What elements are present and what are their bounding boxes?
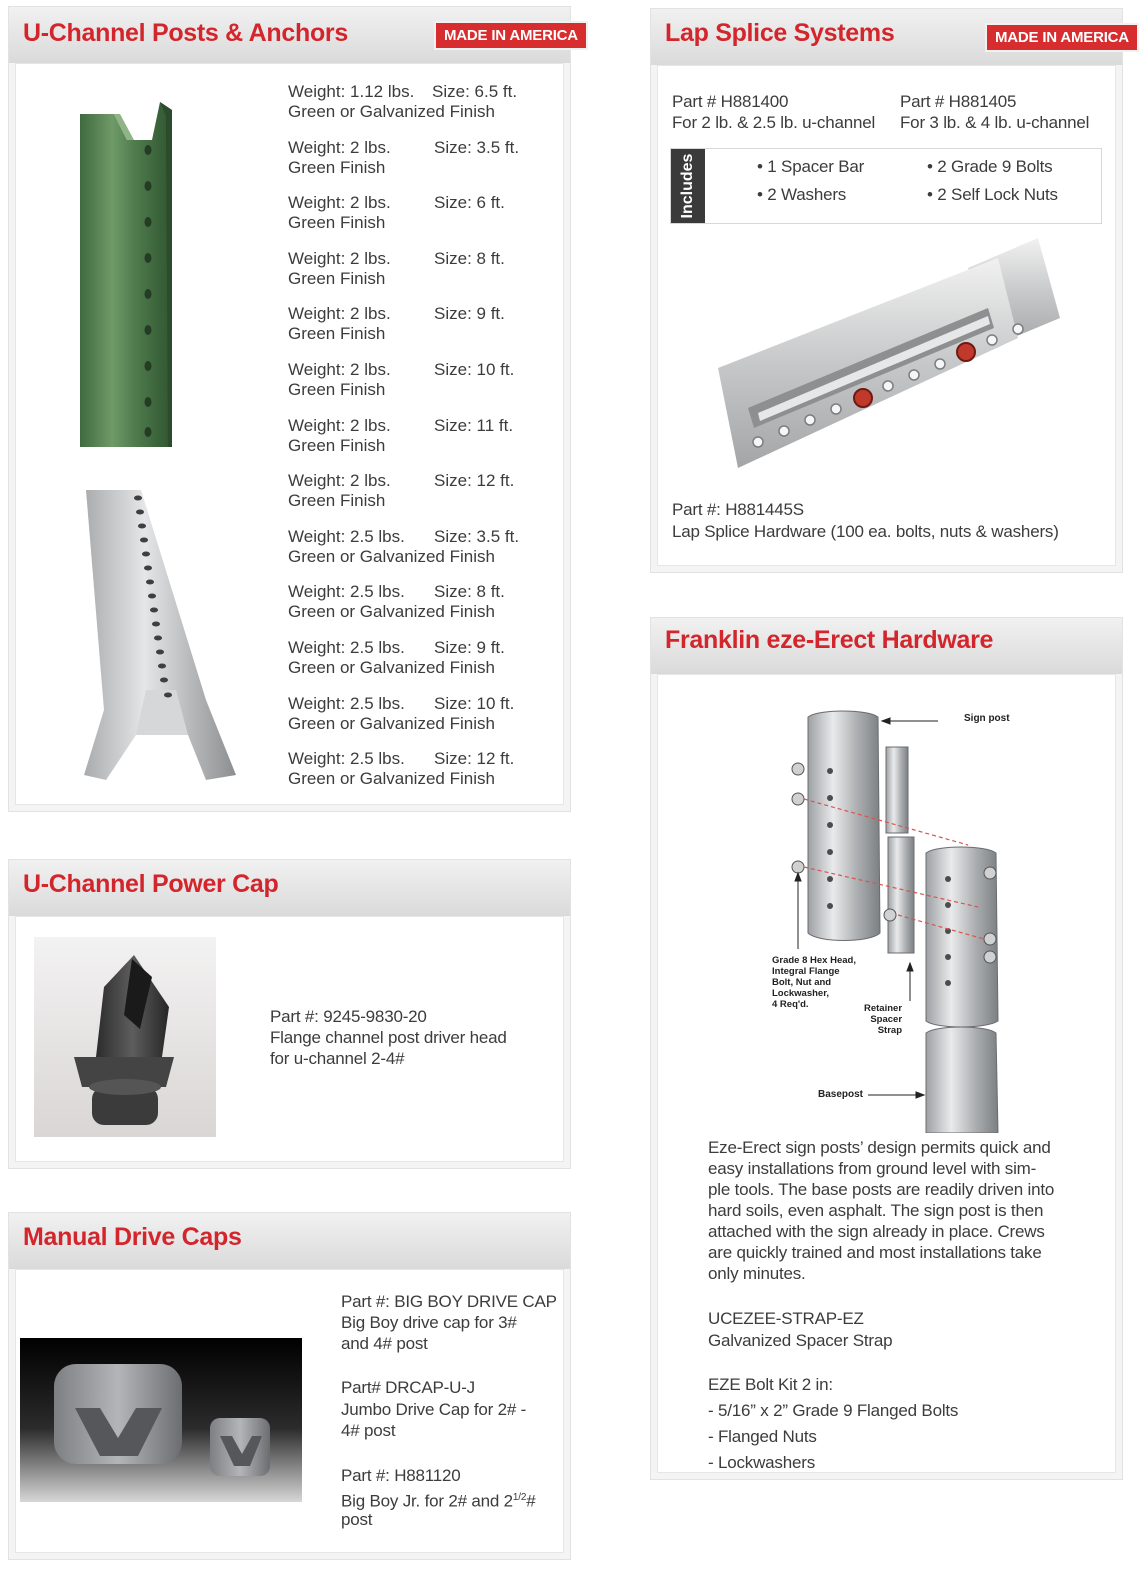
jumbo-part: Part# DRCAP-U-J: [341, 1378, 475, 1397]
post-size: Size: 10 ft.: [434, 360, 515, 379]
post-size-row: [288, 360, 515, 400]
drivecaps-title: Manual Drive Caps: [23, 1223, 242, 1251]
eze-description-line: ple tools. The base posts are readily driven into: [708, 1180, 1055, 1199]
bigboyjr-desc-sup: 1/2: [512, 1492, 527, 1503]
eze-erect-diagram: [758, 703, 1048, 1133]
bigboy-part: Part #: BIG BOY DRIVE CAP: [341, 1292, 557, 1311]
galvanized-u-channel-post-image: [76, 490, 246, 780]
post-size: Size: 6.5 ft.: [432, 82, 518, 101]
post-weight: Weight: 2.5 lbs.: [288, 638, 405, 657]
post-size-row: [288, 471, 515, 511]
lap-title: Lap Splice Systems: [665, 19, 895, 47]
post-weight: Weight: 2.5 lbs.: [288, 693, 405, 713]
post-weight: Weight: 2.5 lbs.: [288, 749, 405, 769]
eze-body: [657, 674, 1116, 1473]
powercap-part: Part #: 9245-9830-20: [270, 1007, 427, 1026]
retainer-callout-line: Retainer: [864, 1003, 903, 1014]
post-finish: Green Finish: [288, 324, 386, 344]
green-u-channel-post-image: [72, 102, 182, 447]
post-weight: Weight: 2.5 lbs.: [288, 582, 405, 602]
strap-desc: Galvanized Spacer Strap: [708, 1331, 893, 1350]
post-finish: Green or Galvanized Finish: [288, 769, 495, 789]
eze-description-line: attached with the sign already in place. Crews: [708, 1222, 1045, 1241]
post-size: Size: 9 ft.: [434, 638, 505, 657]
post-weight: Weight: 2 lbs.: [288, 304, 391, 324]
lap-hardware-desc: Lap Splice Hardware (100 ea. bolts, nuts & washers): [672, 522, 1059, 541]
post-finish: Green or Galvanized Finish: [288, 602, 495, 622]
eze-title: Franklin eze-Erect Hardware: [665, 626, 994, 654]
eze-description-line: are quickly trained and most installations take: [708, 1243, 1042, 1262]
made-in-america-badge-2: MADE IN AMERICA: [987, 25, 1137, 50]
eze-panel: [650, 617, 1123, 1480]
bigboyjr-part: Part #: H881120: [341, 1466, 461, 1485]
post-weight: Weight: 2 lbs.: [288, 360, 391, 379]
post-finish: Green Finish: [288, 380, 386, 399]
lap-hardware-part: Part #: H881445S: [672, 500, 804, 519]
retainer-callout-line: Strap: [877, 1025, 903, 1036]
bolt-callout-line: Integral Flange: [772, 966, 840, 977]
post-size-row: [288, 526, 520, 567]
eze-description-line: only minutes.: [708, 1264, 806, 1283]
includes-tag: [671, 149, 705, 223]
post-size-row: [288, 248, 505, 289]
bigboyjr-desc-pre: Big Boy Jr. for 2# and 2: [341, 1491, 513, 1511]
post-size: Size: 8 ft.: [434, 582, 505, 602]
post-weight: Weight: 1.12 lbs.: [288, 82, 415, 101]
post-finish: Green Finish: [288, 213, 386, 233]
made-in-america-badge: MADE IN AMERICA: [436, 23, 586, 48]
bigboyjr-desc-line2: post: [341, 1510, 373, 1529]
post-weight: Weight: 2 lbs.: [288, 471, 391, 491]
post-finish: Green Finish: [288, 157, 386, 177]
post-size: Size: 3.5 ft.: [434, 526, 520, 546]
bolt-callout: [772, 955, 856, 1010]
bolt-callout-line: 4 Req'd.: [772, 999, 809, 1010]
post-finish: Green or Galvanized Finish: [288, 658, 495, 677]
bolt-callout-line: Lockwasher,: [772, 988, 830, 999]
includes-item: • 2 Washers: [757, 185, 847, 204]
drive-caps-image: [20, 1338, 302, 1502]
post-size-row: [288, 137, 520, 178]
post-size-row: [288, 693, 515, 734]
post-size: Size: 10 ft.: [434, 693, 515, 713]
post-size: Size: 12 ft.: [434, 749, 515, 769]
jumbo-desc-line2: 4# post: [341, 1421, 396, 1440]
includes-label: Includes: [679, 153, 696, 219]
drivecaps-body: [15, 1269, 564, 1553]
post-finish: Green Finish: [288, 491, 386, 511]
retainer-callout-line: Spacer: [870, 1014, 903, 1025]
bigboy-desc-line2: and 4# post: [341, 1334, 428, 1353]
posts-panel: [8, 6, 578, 812]
post-finish: Green Finish: [288, 435, 386, 455]
kit-item: - Lockwashers: [708, 1453, 815, 1472]
post-size-row: [288, 638, 505, 678]
bolt-callout-line: Grade 8 Hex Head,: [772, 955, 856, 966]
lap-body: [657, 65, 1116, 566]
posts-title: U-Channel Posts & Anchors: [23, 19, 348, 47]
post-weight: Weight: 2.5 lbs.: [288, 526, 405, 546]
basepost-label: Basepost: [818, 1089, 864, 1100]
post-weight: Weight: 2 lbs.: [288, 137, 391, 157]
post-weight: Weight: 2 lbs.: [288, 193, 391, 213]
post-finish: Green or Galvanized Finish: [288, 713, 495, 733]
post-size-row: [288, 749, 515, 789]
lap-splice-image: [718, 238, 1060, 488]
sign-post-label: Sign post: [964, 713, 1010, 724]
powercap-desc-line2: for u-channel 2-4#: [270, 1049, 405, 1068]
strap-part: UCEZEE-STRAP-EZ: [708, 1309, 864, 1328]
drivecaps-panel: [8, 1212, 571, 1560]
retainer-callout: [864, 1003, 902, 1036]
post-size: Size: 6 ft.: [434, 193, 505, 213]
post-finish: Green or Galvanized Finish: [288, 102, 495, 121]
powercap-desc-line1: Flange channel post driver head: [270, 1028, 507, 1047]
eze-description-line: easy installations from ground level with sim-: [708, 1159, 1037, 1178]
post-size-row: [288, 82, 518, 122]
bigboy-desc-line1: Big Boy drive cap for 3#: [341, 1313, 517, 1332]
jumbo-desc-line1: Jumbo Drive Cap for 2# -: [341, 1400, 527, 1419]
bigboyjr-desc-post: #: [526, 1491, 536, 1511]
post-size-row: [288, 415, 514, 456]
powercap-panel: [8, 859, 571, 1169]
eze-description-line: Eze-Erect sign posts’ design permits quick and: [708, 1138, 1051, 1157]
eze-description-line: hard soils, even asphalt. The sign post is then: [708, 1201, 1044, 1220]
lap-part2: Part # H881405: [900, 92, 1017, 111]
post-size: Size: 12 ft.: [434, 471, 515, 491]
posts-body: [15, 63, 564, 805]
bigboyjr-desc-line1: [341, 1488, 536, 1512]
bolt-callout-line: Bolt, Nut and: [772, 977, 832, 988]
post-finish: Green or Galvanized Finish: [288, 546, 495, 566]
post-weight: Weight: 2 lbs.: [288, 248, 391, 268]
post-size: Size: 3.5 ft.: [434, 137, 520, 157]
lap-part1: Part # H881400: [672, 92, 789, 111]
includes-box: [670, 148, 1102, 224]
lap-panel: [650, 8, 1129, 573]
post-size-row: [288, 304, 505, 344]
kit-item: - 5/16” x 2” Grade 9 Flanged Bolts: [708, 1401, 959, 1420]
post-size: Size: 11 ft.: [434, 415, 514, 435]
powercap-body: [15, 916, 564, 1162]
post-finish: Green Finish: [288, 268, 386, 288]
powercap-title: U-Channel Power Cap: [23, 870, 279, 898]
power-cap-image: [34, 937, 216, 1137]
post-weight: Weight: 2 lbs.: [288, 415, 391, 435]
lap-part2-desc: For 3 lb. & 4 lb. u-channel: [900, 113, 1090, 132]
includes-item: • 2 Self Lock Nuts: [927, 185, 1058, 204]
post-size: Size: 9 ft.: [434, 304, 505, 324]
eze-description: [708, 1137, 1054, 1284]
kit-item: - Flanged Nuts: [708, 1427, 817, 1446]
post-size-row: [288, 193, 505, 233]
kit-title: EZE Bolt Kit 2 in:: [708, 1375, 833, 1394]
post-size-row: [288, 582, 505, 622]
includes-item: • 2 Grade 9 Bolts: [927, 157, 1053, 176]
includes-item: • 1 Spacer Bar: [757, 157, 865, 176]
post-size: Size: 8 ft.: [434, 248, 505, 268]
lap-part1-desc: For 2 lb. & 2.5 lb. u-channel: [672, 113, 876, 132]
